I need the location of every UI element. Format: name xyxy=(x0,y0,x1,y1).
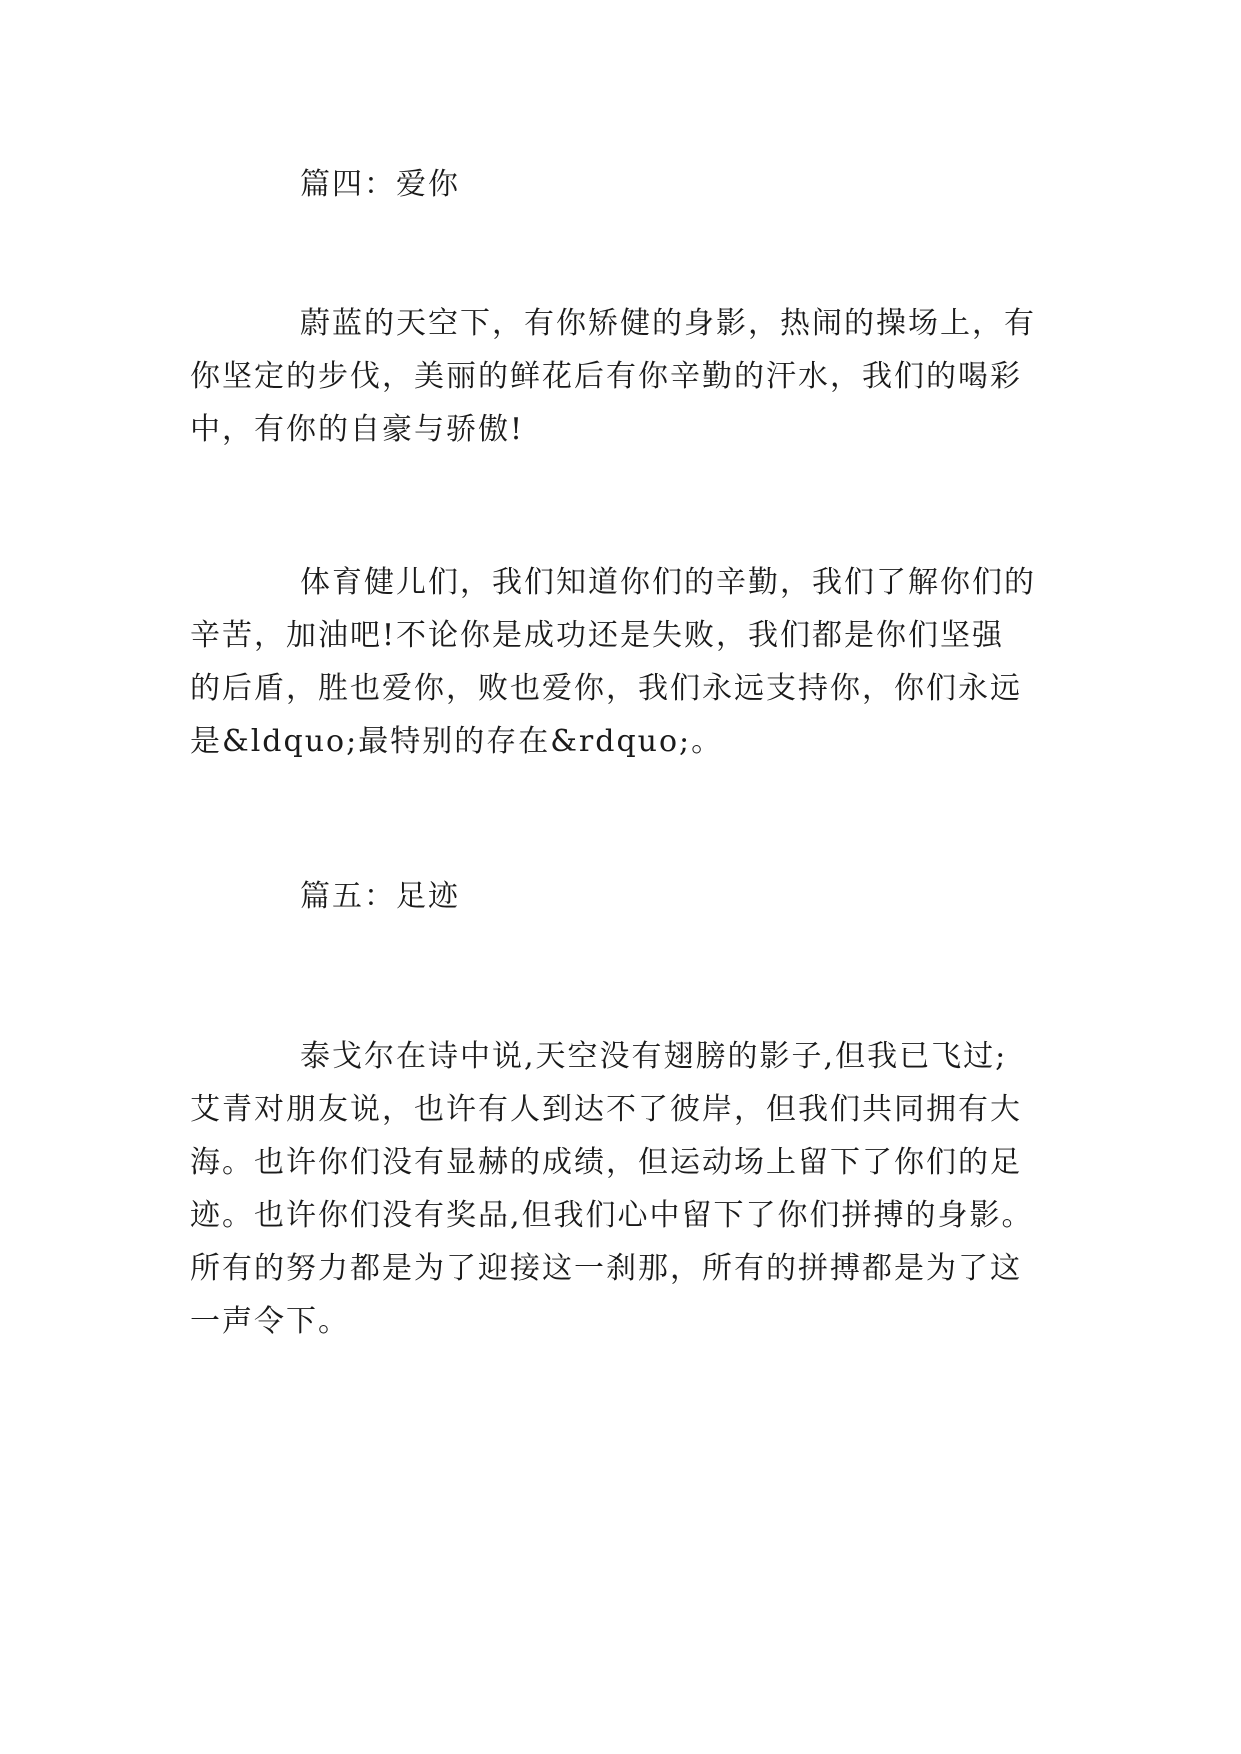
paragraph-line: 你坚定的步伐，美丽的鲜花后有你辛勤的汗水，我们的喝彩 xyxy=(190,359,1022,394)
paragraph-line: 所有的努力都是为了迎接这一刹那，所有的拼搏都是为了这 xyxy=(190,1251,1022,1286)
paragraph-line: 蔚蓝的天空下，有你矫健的身影，热闹的操场上，有 xyxy=(300,306,1036,341)
paragraph-line: 海。也许你们没有显赫的成绩，但运动场上留下了你们的足 xyxy=(190,1145,1022,1180)
section-heading: 篇四：爱你 xyxy=(300,167,460,202)
paragraph-line: 体育健儿们，我们知道你们的辛勤，我们了解你们的 xyxy=(300,565,1036,600)
paragraph-line: 中，有你的自豪与骄傲! xyxy=(190,412,525,447)
paragraph-line: 辛苦，加油吧!不论你是成功还是失败，我们都是你们坚强 xyxy=(190,618,1005,653)
paragraph-line: 一声令下。 xyxy=(190,1304,350,1339)
section-heading: 篇五：足迹 xyxy=(300,879,460,914)
paragraph-line: 艾青对朋友说，也许有人到达不了彼岸，但我们共同拥有大 xyxy=(190,1092,1022,1127)
paragraph-line: 迹。也许你们没有奖品,但我们心中留下了你们拼搏的身影。 xyxy=(190,1198,1034,1233)
paragraph-line: 是&ldquo;最特别的存在&rdquo;。 xyxy=(190,724,724,759)
paragraph-line: 泰戈尔在诗中说,天空没有翅膀的影子,但我已飞过; xyxy=(300,1039,1008,1074)
paragraph-line: 的后盾，胜也爱你，败也爱你，我们永远支持你，你们永远 xyxy=(190,671,1022,706)
